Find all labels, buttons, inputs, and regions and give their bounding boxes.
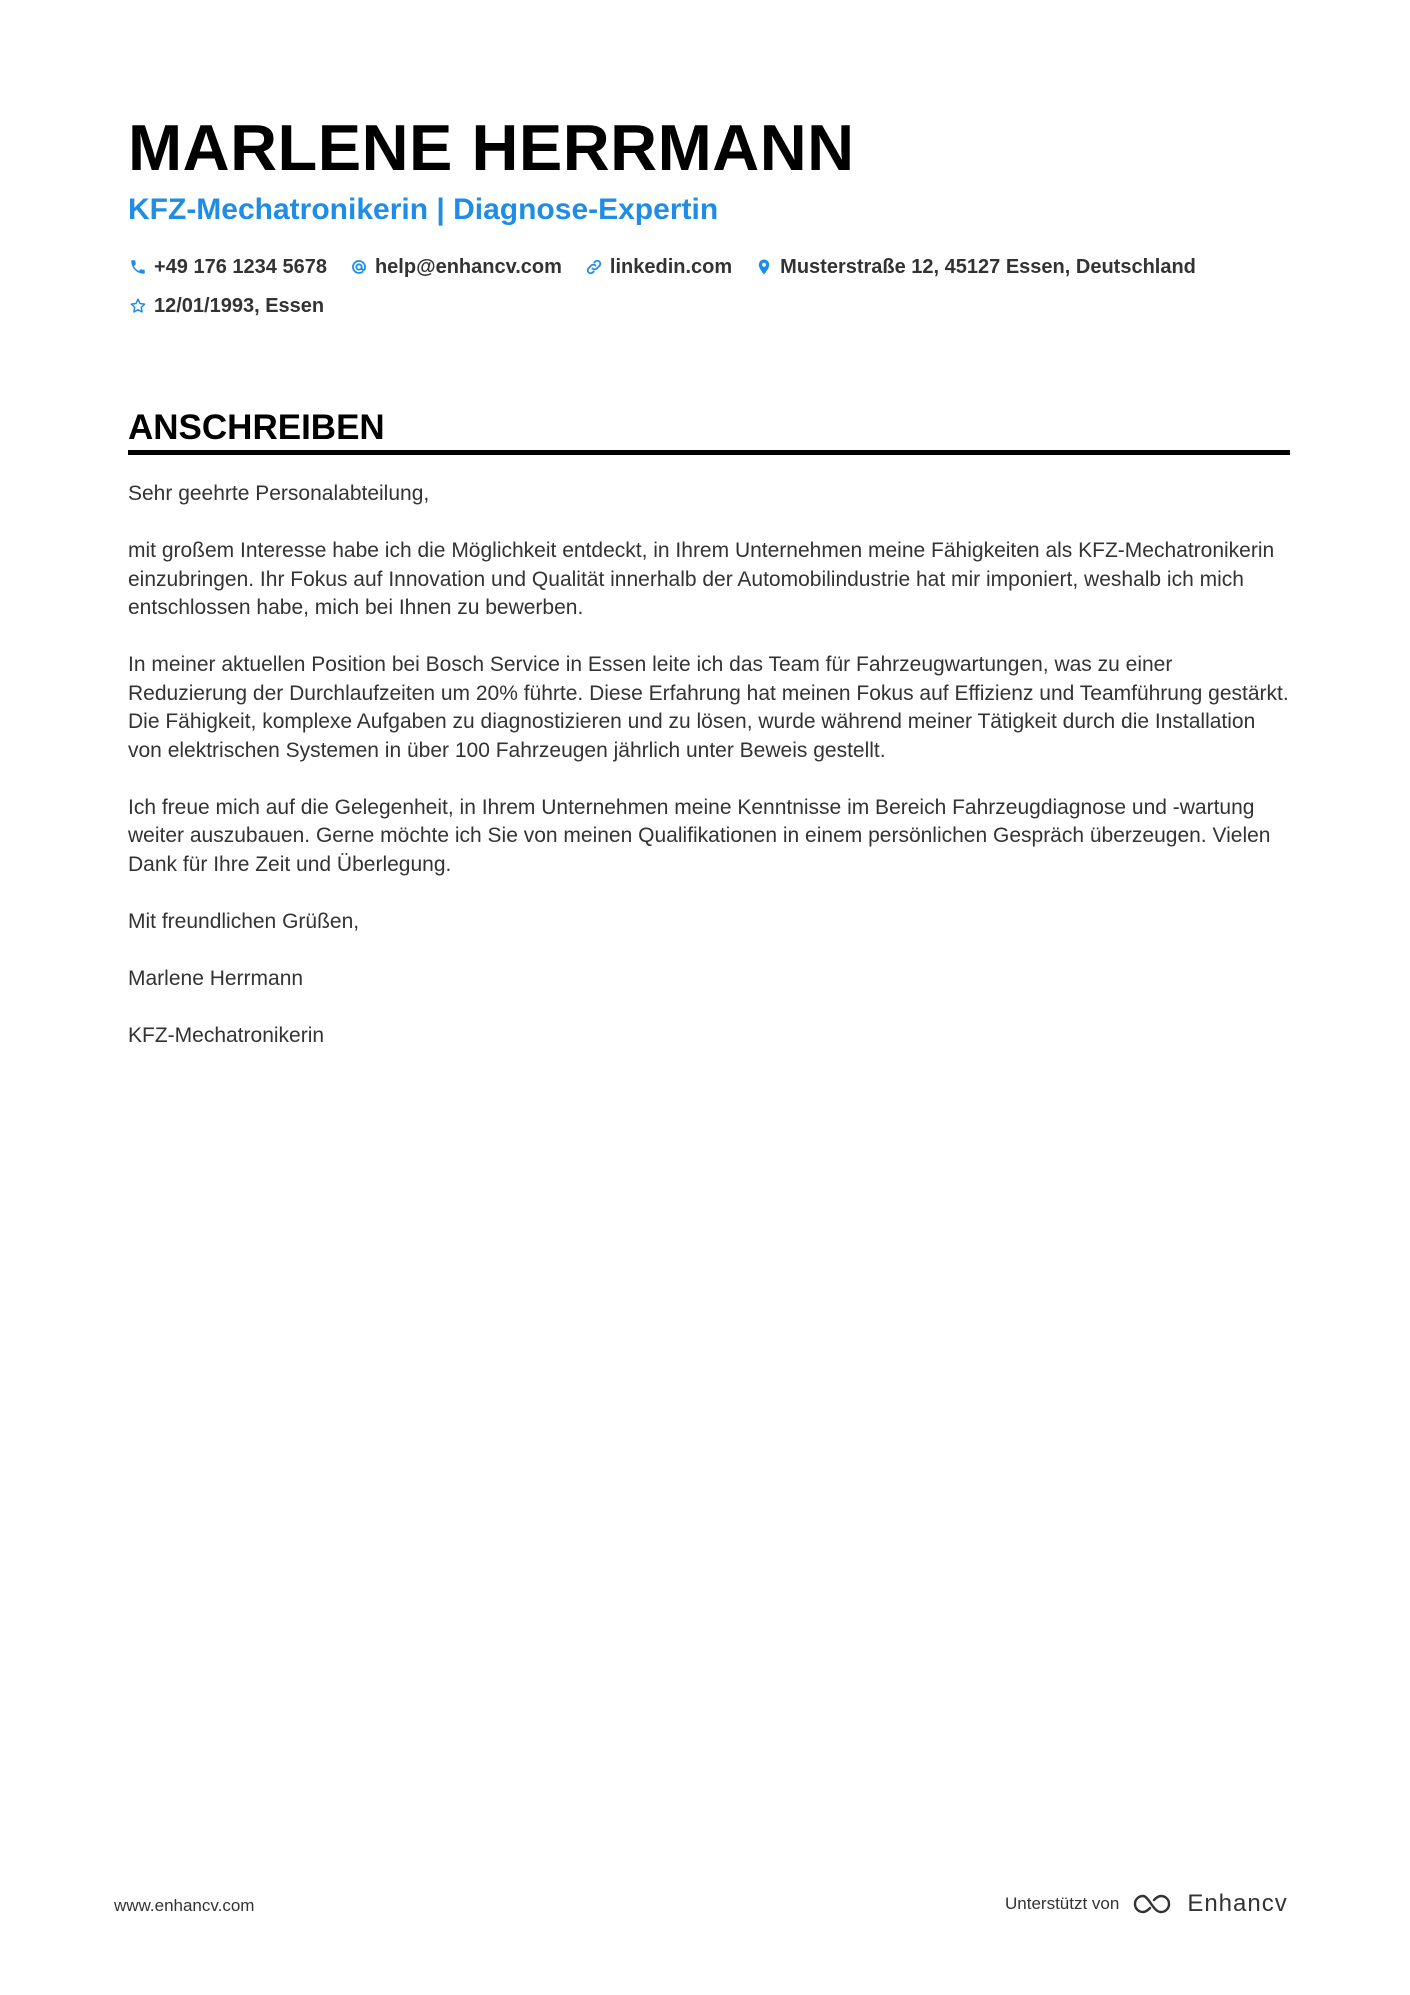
birth-text: 12/01/1993, Essen xyxy=(154,295,325,317)
address-text: Musterstraße 12, 45127 Essen, Deutschland xyxy=(780,256,1196,278)
phone-icon xyxy=(128,257,148,277)
contact-birth xyxy=(128,293,324,319)
link-icon xyxy=(584,257,604,277)
phone-text: +49 176 1234 5678 xyxy=(154,256,327,278)
enhancv-logo-icon xyxy=(1131,1891,1175,1917)
candidate-subtitle: KFZ-Mechatronikerin | Diagnose-Expertin xyxy=(128,193,719,226)
closing: Mit freundlichen Grüßen, xyxy=(128,909,360,933)
section-divider xyxy=(128,450,1290,455)
salutation: Sehr geehrte Personalabteilung, xyxy=(128,482,430,505)
footer-url[interactable]: www.enhancv.com xyxy=(114,1896,255,1915)
letter-paragraph: Ich freue mich auf die Gelegenheit, in Ihrem Unternehmen meine Kenntnisse im Bereich Fahrzeugdiagnose und -wartung weiter auszubauen. Gerne möchte ich Sie von meinen Qualifikationen in einem persönlichen Gespräch überzeugen. Vielen Dank für Ihre Zeit und Überlegung. xyxy=(128,795,1271,876)
contact-phone[interactable] xyxy=(128,254,327,280)
location-pin-icon xyxy=(754,257,774,277)
contact-row xyxy=(128,293,346,319)
email-text: help@enhancv.com xyxy=(374,256,562,278)
section-title: ANSCHREIBEN xyxy=(128,408,385,447)
contact-linkedin[interactable] xyxy=(584,254,732,280)
powered-by-text: Unterstützt von xyxy=(1005,1894,1120,1913)
linkedin-text: linkedin.com xyxy=(609,256,733,278)
letter-body xyxy=(128,480,1290,1079)
at-icon xyxy=(349,257,369,277)
letter-paragraph: In meiner aktuellen Position bei Bosch Service in Essen leite ich das Team für Fahrzeugwartungen, was zu einer Reduzierung der Durchlaufzeiten um 20% führte. Diese Erfahrung hat meinen Fokus auf Effizienz und Teamführung gestärkt. Die Fähigkeit, komplexe Aufgaben zu diagnostizieren und zu lösen, wurde während meiner Tätigkeit durch die Installation von elektrischen Systemen in über 100 Fahrzeugen jährlich unter Beweis gestellt. xyxy=(128,653,1289,762)
footer-brand[interactable] xyxy=(1005,1890,1288,1918)
contact-email[interactable] xyxy=(349,254,562,280)
candidate-name: MARLENE HERRMANN xyxy=(128,111,855,184)
signature-name: Marlene Herrmann xyxy=(128,966,304,990)
contact-row xyxy=(128,254,1218,280)
brand-name: Enhancv xyxy=(1187,1890,1288,1917)
letter-paragraph: mit großem Interesse habe ich die Möglichkeit entdeckt, in Ihrem Unternehmen meine Fähigkeiten als KFZ-Mechatronikerin einzubringen. Ihr Fokus auf Innovation und Qualität innerhalb der Automobilindustrie hat mir imponiert, weshalb ich mich entschlossen habe, mich bei Ihnen zu bewerben. xyxy=(128,539,1275,619)
star-icon xyxy=(128,296,148,316)
contact-address xyxy=(754,254,1196,280)
signature-title: KFZ-Mechatronikerin xyxy=(128,1023,325,1047)
